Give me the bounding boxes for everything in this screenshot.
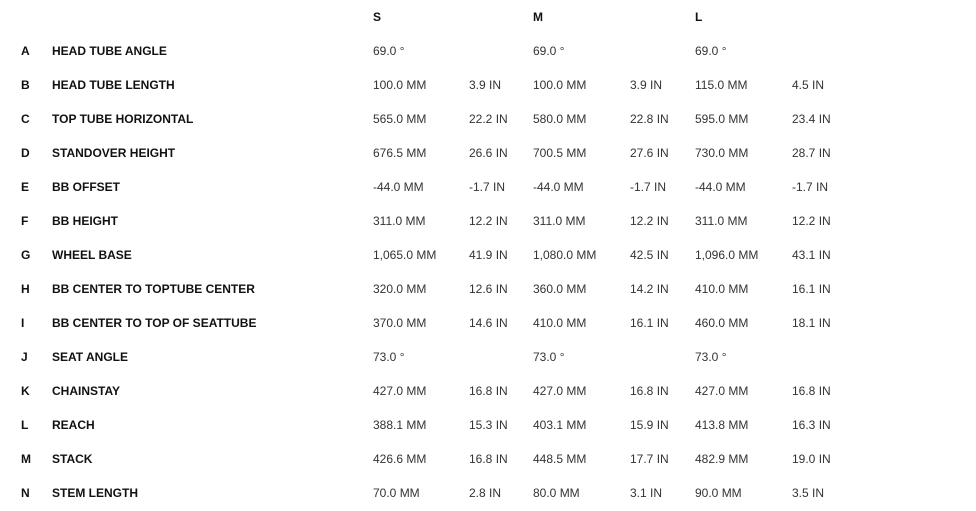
size-s-in-value: 2.8 IN [469, 486, 502, 500]
row-label: HEAD TUBE ANGLE [52, 44, 167, 58]
size-m-mm-value: 403.1 MM [533, 418, 587, 432]
table-row [0, 34, 976, 68]
size-s-in-value: 16.8 IN [469, 452, 508, 466]
size-s-in-value: 12.6 IN [469, 282, 508, 296]
size-s-mm-value: 1,065.0 MM [373, 248, 437, 262]
size-m-mm-value: 69.0 ° [533, 44, 565, 58]
row-letter: N [21, 486, 30, 500]
size-s-mm-value: 676.5 MM [373, 146, 427, 160]
row-letter: B [21, 78, 30, 92]
size-s-in-value: 12.2 IN [469, 214, 508, 228]
size-m-mm-value: 410.0 MM [533, 316, 587, 330]
size-header-s: S [373, 10, 382, 24]
row-label: WHEEL BASE [52, 248, 132, 262]
size-s-in-value: 16.8 IN [469, 384, 508, 398]
row-label: BB CENTER TO TOP OF SEATTUBE [52, 316, 257, 330]
size-l-mm-value: 427.0 MM [695, 384, 749, 398]
row-letter: E [21, 180, 30, 194]
size-m-mm-value: 73.0 ° [533, 350, 565, 364]
size-s-mm-value: 427.0 MM [373, 384, 427, 398]
size-l-in-value: 16.1 IN [792, 282, 831, 296]
size-m-in-value: 14.2 IN [630, 282, 669, 296]
row-label: STEM LENGTH [52, 486, 138, 500]
table-row [0, 374, 976, 408]
size-l-mm-value: 460.0 MM [695, 316, 749, 330]
row-letter: K [21, 384, 30, 398]
size-m-in-value: 16.1 IN [630, 316, 669, 330]
size-s-mm-value: 100.0 MM [373, 78, 427, 92]
size-s-mm-value: 70.0 MM [373, 486, 420, 500]
size-m-mm-value: 700.5 MM [533, 146, 587, 160]
size-m-in-value: 17.7 IN [630, 452, 669, 466]
size-m-in-value: 27.6 IN [630, 146, 669, 160]
size-l-in-value: 23.4 IN [792, 112, 831, 126]
size-m-in-value: 42.5 IN [630, 248, 669, 262]
size-l-in-value: 18.1 IN [792, 316, 831, 330]
row-letter: I [21, 316, 25, 330]
size-l-mm-value: 413.8 MM [695, 418, 749, 432]
row-label: BB OFFSET [52, 180, 120, 194]
size-s-mm-value: 69.0 ° [373, 44, 405, 58]
row-label: TOP TUBE HORIZONTAL [52, 112, 194, 126]
size-m-in-value: -1.7 IN [630, 180, 667, 194]
row-letter: J [21, 350, 28, 364]
size-s-mm-value: 320.0 MM [373, 282, 427, 296]
size-l-in-value: 3.5 IN [792, 486, 825, 500]
size-m-mm-value: 1,080.0 MM [533, 248, 597, 262]
size-header-l: L [695, 10, 703, 24]
row-letter: M [21, 452, 31, 466]
size-s-in-value: 14.6 IN [469, 316, 508, 330]
size-m-mm-value: 360.0 MM [533, 282, 587, 296]
size-s-mm-value: 370.0 MM [373, 316, 427, 330]
size-m-mm-value: 448.5 MM [533, 452, 587, 466]
size-s-mm-value: 565.0 MM [373, 112, 427, 126]
size-l-mm-value: 73.0 ° [695, 350, 727, 364]
size-s-mm-value: 73.0 ° [373, 350, 405, 364]
table-row [0, 136, 976, 170]
size-l-in-value: 28.7 IN [792, 146, 831, 160]
size-l-in-value: -1.7 IN [792, 180, 829, 194]
size-s-mm-value: 426.6 MM [373, 452, 427, 466]
size-l-mm-value: 482.9 MM [695, 452, 749, 466]
size-s-in-value: 15.3 IN [469, 418, 508, 432]
size-m-mm-value: -44.0 MM [533, 180, 584, 194]
geometry-rows [0, 34, 976, 510]
size-l-mm-value: 1,096.0 MM [695, 248, 759, 262]
size-m-in-value: 12.2 IN [630, 214, 669, 228]
row-label: HEAD TUBE LENGTH [52, 78, 175, 92]
size-l-in-value: 16.8 IN [792, 384, 831, 398]
size-m-mm-value: 580.0 MM [533, 112, 587, 126]
row-label: BB CENTER TO TOPTUBE CENTER [52, 282, 255, 296]
size-m-mm-value: 80.0 MM [533, 486, 580, 500]
size-l-mm-value: 90.0 MM [695, 486, 742, 500]
size-s-mm-value: 388.1 MM [373, 418, 427, 432]
table-row [0, 408, 976, 442]
table-row [0, 442, 976, 476]
size-l-mm-value: 595.0 MM [695, 112, 749, 126]
row-letter: A [21, 44, 30, 58]
size-l-mm-value: 115.0 MM [695, 78, 748, 92]
size-s-in-value: 22.2 IN [469, 112, 508, 126]
size-l-mm-value: 730.0 MM [695, 146, 749, 160]
table-row [0, 306, 976, 340]
table-row [0, 340, 976, 374]
row-letter: C [21, 112, 30, 126]
row-letter: F [21, 214, 29, 228]
row-letter: D [21, 146, 30, 160]
size-l-mm-value: 410.0 MM [695, 282, 749, 296]
row-letter: L [21, 418, 29, 432]
size-l-mm-value: 311.0 MM [695, 214, 748, 228]
row-label: STANDOVER HEIGHT [52, 146, 176, 160]
size-m-in-value: 22.8 IN [630, 112, 669, 126]
size-m-mm-value: 311.0 MM [533, 214, 586, 228]
size-m-mm-value: 100.0 MM [533, 78, 587, 92]
table-row [0, 238, 976, 272]
size-s-in-value: -1.7 IN [469, 180, 506, 194]
size-m-in-value: 3.1 IN [630, 486, 663, 500]
row-letter: H [21, 282, 30, 296]
row-label: CHAINSTAY [52, 384, 121, 398]
size-l-in-value: 4.5 IN [792, 78, 825, 92]
size-l-in-value: 43.1 IN [792, 248, 831, 262]
size-s-mm-value: -44.0 MM [373, 180, 424, 194]
row-label: SEAT ANGLE [52, 350, 129, 364]
size-l-in-value: 12.2 IN [792, 214, 831, 228]
size-s-mm-value: 311.0 MM [373, 214, 426, 228]
row-label: STACK [52, 452, 93, 466]
size-m-in-value: 16.8 IN [630, 384, 669, 398]
size-header-m: M [533, 10, 543, 24]
table-row [0, 170, 976, 204]
size-l-in-value: 19.0 IN [792, 452, 831, 466]
size-m-in-value: 3.9 IN [630, 78, 663, 92]
size-m-in-value: 15.9 IN [630, 418, 669, 432]
size-l-in-value: 16.3 IN [792, 418, 831, 432]
table-row [0, 272, 976, 306]
size-s-in-value: 41.9 IN [469, 248, 508, 262]
row-label: BB HEIGHT [52, 214, 118, 228]
table-row [0, 476, 976, 510]
size-header-row [0, 0, 976, 34]
size-m-mm-value: 427.0 MM [533, 384, 587, 398]
size-s-in-value: 26.6 IN [469, 146, 508, 160]
table-row [0, 68, 976, 102]
row-letter: G [21, 248, 31, 262]
table-row [0, 102, 976, 136]
size-s-in-value: 3.9 IN [469, 78, 502, 92]
row-label: REACH [52, 418, 95, 432]
table-row [0, 204, 976, 238]
size-l-mm-value: 69.0 ° [695, 44, 727, 58]
size-l-mm-value: -44.0 MM [695, 180, 746, 194]
